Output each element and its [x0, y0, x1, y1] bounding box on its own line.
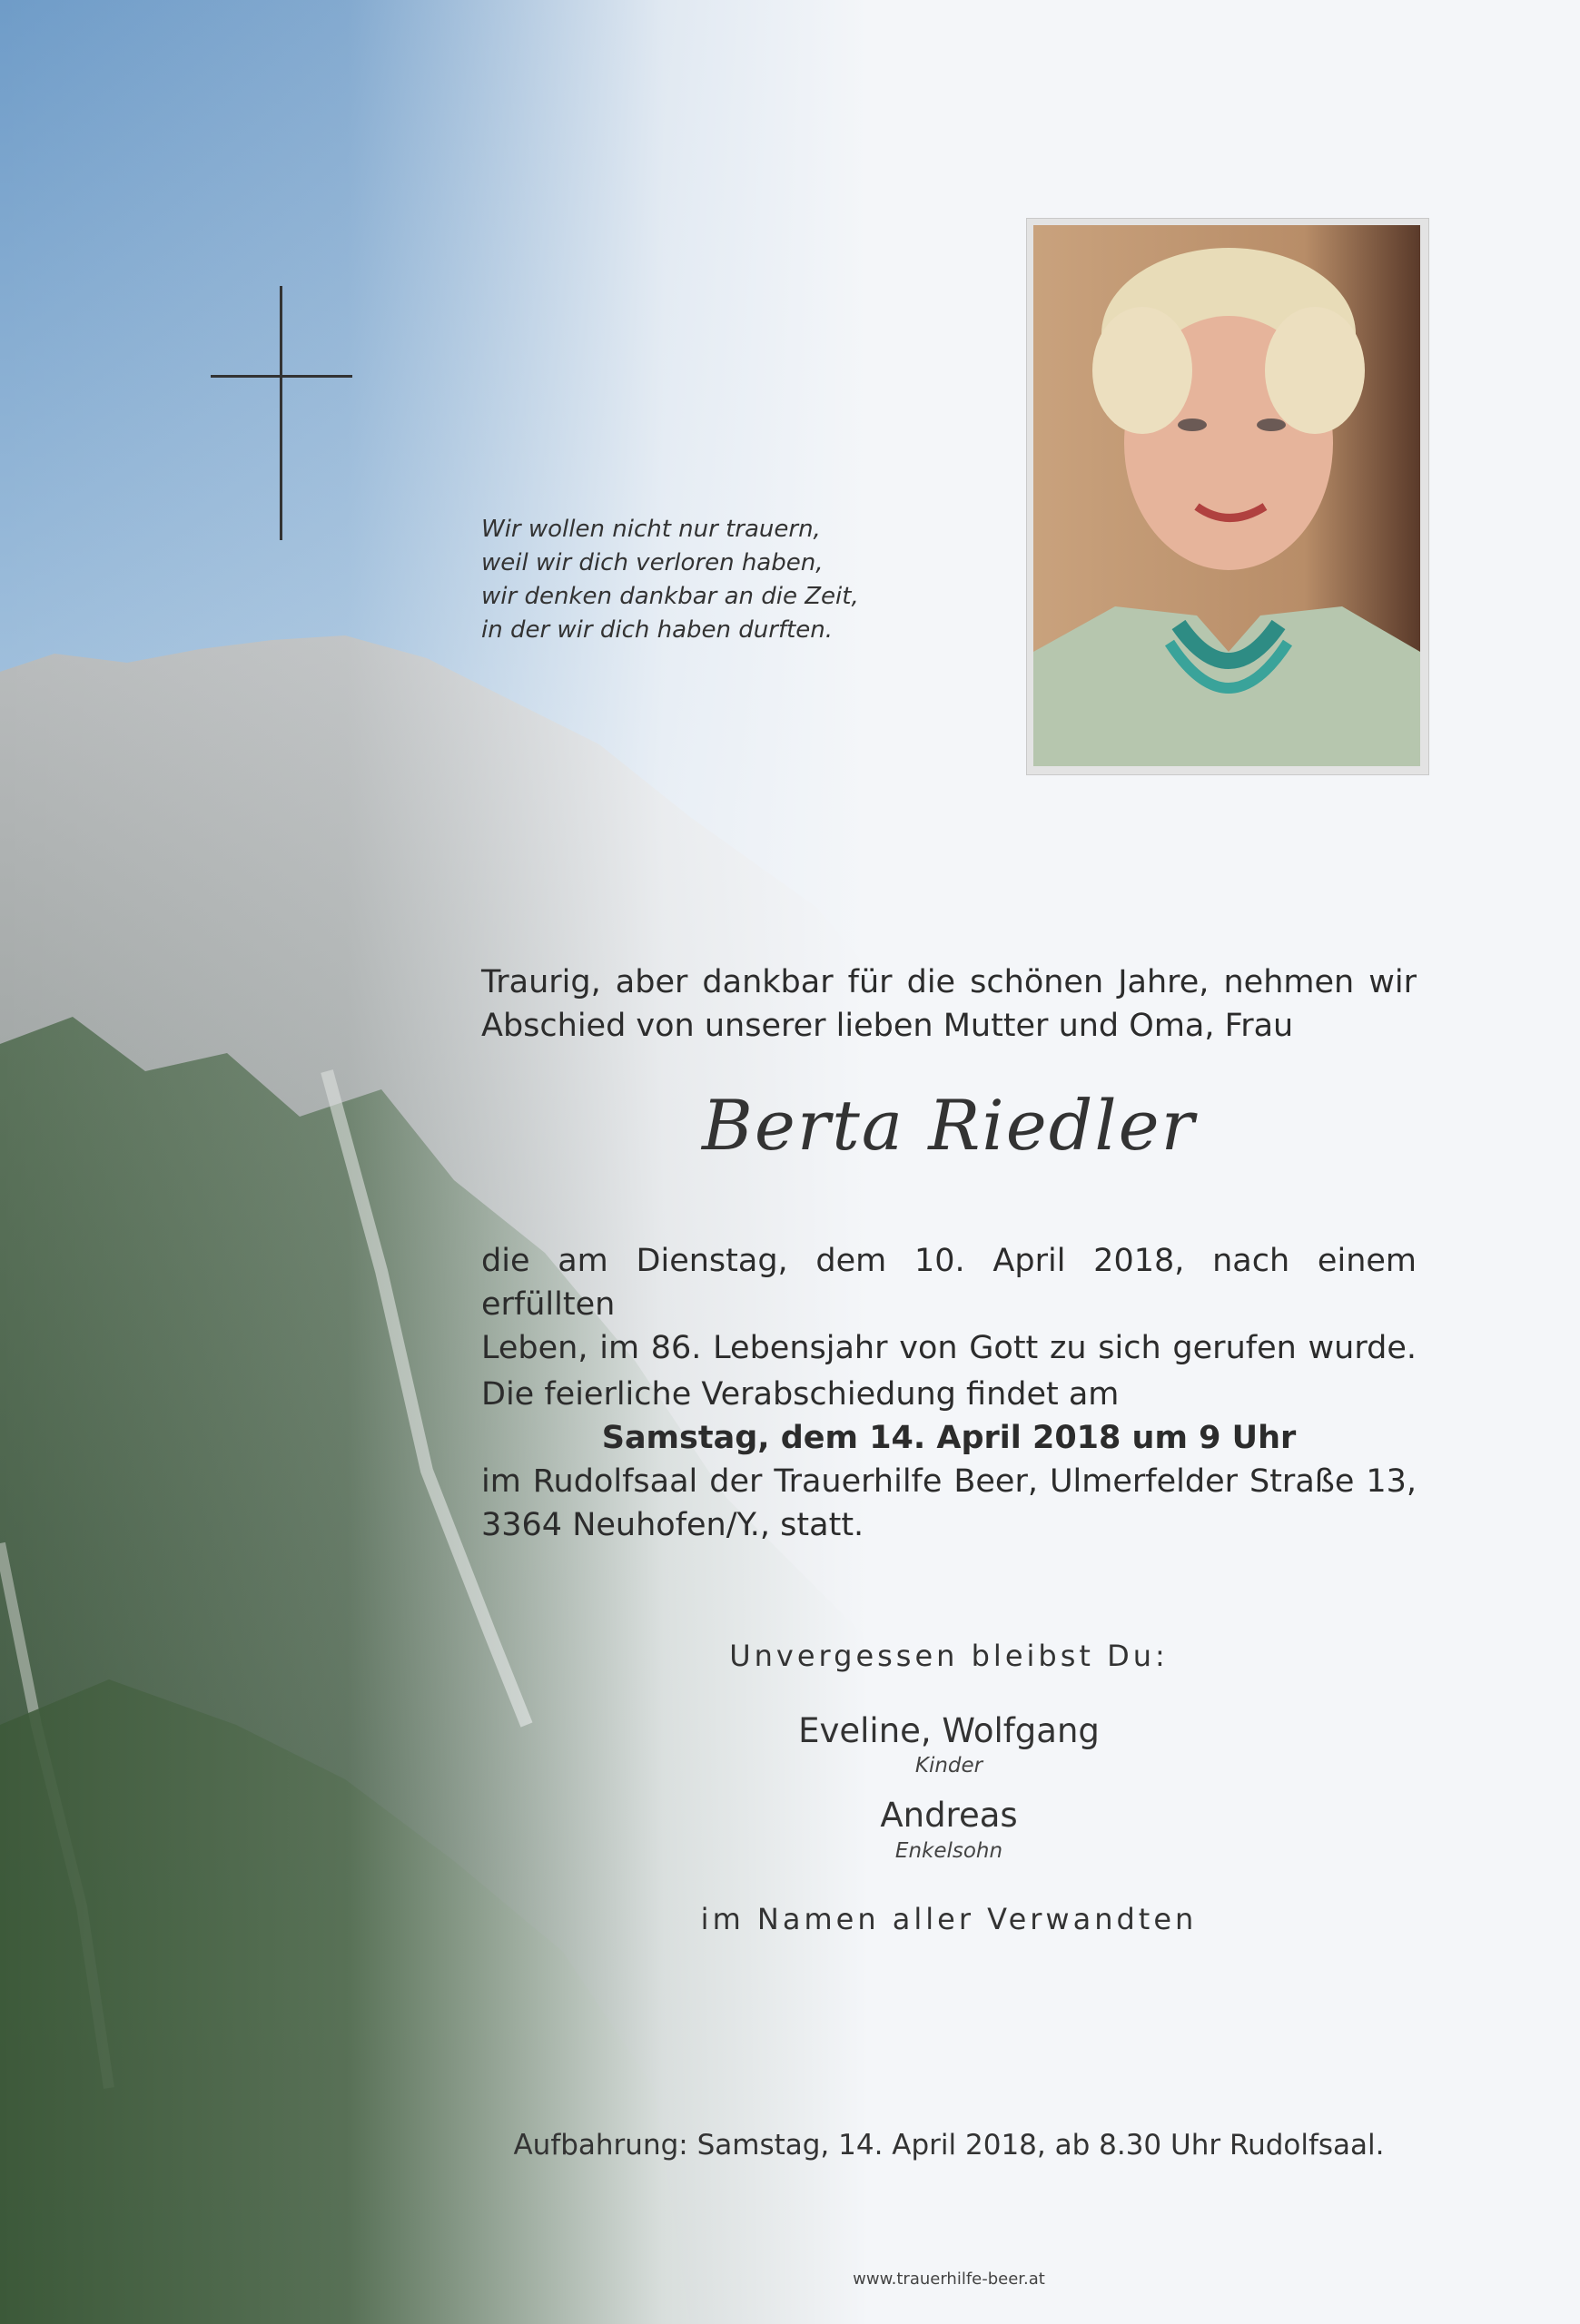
intro-line: Traurig, aber dankbar für die schönen Jahre, nehmen wir — [481, 964, 1417, 1000]
mourner-name: Andreas — [880, 1796, 1018, 1835]
ceremony-address: 3364 Neuhofen/Y., statt. — [481, 1507, 864, 1543]
intro-line: Abschied von unserer lieben Mutter und Oma, Frau — [481, 1008, 1294, 1044]
portrait-photo — [1033, 225, 1420, 766]
deceased-name: Berta Riedler — [702, 1085, 1196, 1166]
mourner-role: Kinder — [914, 1754, 983, 1777]
verse-line: in der wir dich haben durften. — [481, 616, 834, 644]
cross-icon-bar — [211, 375, 352, 378]
verse-line: Wir wollen nicht nur trauern, — [481, 516, 821, 543]
death-notice-line: Leben, im 86. Lebensjahr von Gott zu sich gerufen wurde. — [481, 1330, 1417, 1366]
death-notice-line: die am Dienstag, dem 10. April 2018, nach einem erfüllten — [481, 1243, 1417, 1323]
website-link[interactable]: www.trauerhilfe-beer.at — [853, 2270, 1045, 2289]
mourners-closing: im Namen aller Verwandten — [700, 1902, 1198, 1936]
mourner-role: Enkelsohn — [894, 1839, 1003, 1863]
ceremony-date: Samstag, dem 14. April 2018 um 9 Uhr — [601, 1420, 1297, 1456]
intro-paragraph — [481, 960, 1417, 1048]
mourners-heading: Unvergessen bleibst Du: — [729, 1639, 1169, 1673]
ceremony-location: im Rudolfsaal der Trauerhilfe Beer, Ulmerfelder Straße 13, — [481, 1463, 1417, 1500]
ceremony-info — [481, 1373, 1417, 1547]
verse-line: weil wir dich verloren haben, — [481, 549, 824, 576]
viewing-info: Aufbahrung: Samstag, 14. April 2018, ab 8.30 Uhr Rudolfsaal. — [513, 2129, 1385, 2162]
ceremony-intro: Die feierliche Verabschiedung findet am — [481, 1376, 1120, 1413]
death-notice — [481, 1239, 1417, 1370]
mourner-name: Eveline, Wolfgang — [798, 1711, 1100, 1750]
ceremony-location-block — [481, 1460, 1417, 1547]
cross-icon — [280, 286, 282, 540]
memorial-verse — [481, 513, 881, 647]
verse-line: wir denken dankbar an die Zeit, — [481, 583, 859, 610]
